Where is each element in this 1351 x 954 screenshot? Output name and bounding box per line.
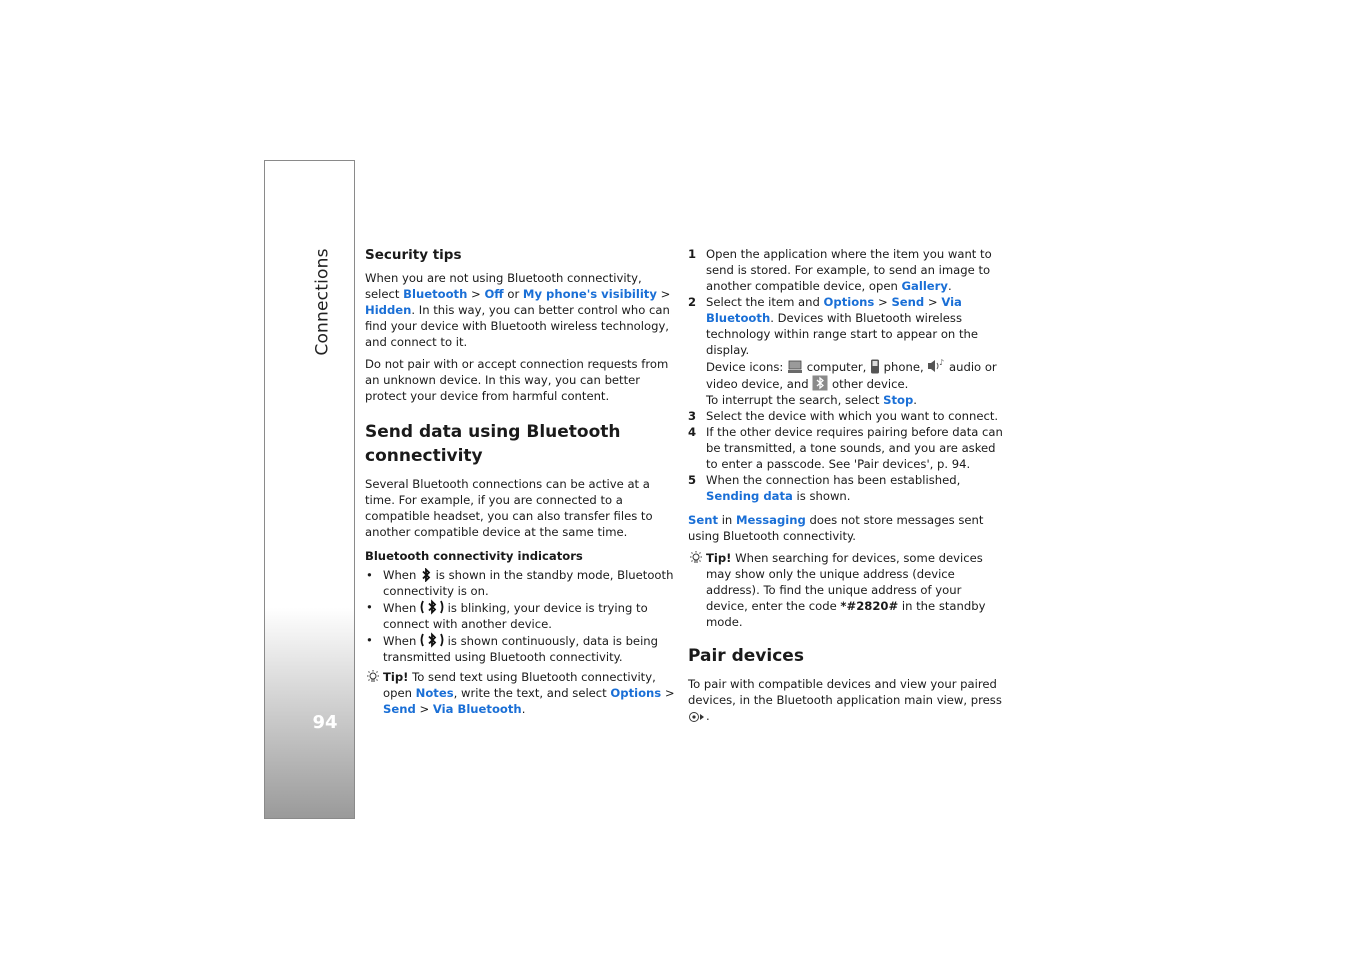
link-sending-data[interactable]: Sending data (706, 489, 793, 503)
security-paragraph-2: Do not pair with or accept connection requests from an unknown device. In this way, you can better protect your device from harmful content. (365, 357, 669, 403)
link-send[interactable]: Send (891, 295, 925, 309)
tip-bulb-icon (365, 669, 381, 685)
security-tips-heading: Security tips (365, 247, 462, 263)
security-paragraph-1: When you are not using Bluetooth connectivity, select Bluetooth > Off or My phone's visibility > Hidden. In this way, you can better control who can find your device with Bluetooth wireless technology, and connect to it. (365, 271, 671, 349)
link-messaging[interactable]: Messaging (735, 513, 806, 527)
indicator-item: • When is shown in the standby mode, Bluetooth connectivity is on. (365, 567, 675, 599)
pair-devices-heading: Pair devices (688, 646, 804, 666)
bluetooth-blinking-icon (420, 599, 444, 615)
phone-icon (870, 359, 880, 374)
link-hidden[interactable]: Hidden (365, 303, 412, 317)
step-item: 5 When the connection has been established, Sending data is shown. (688, 473, 961, 503)
send-data-heading: Send data using Bluetooth connectivity (365, 422, 621, 466)
indicators-heading: Bluetooth connectivity indicators (365, 549, 583, 563)
tip-bulb-icon (688, 550, 704, 566)
audio-video-icon (927, 358, 945, 374)
link-gallery[interactable]: Gallery (901, 279, 948, 293)
link-options[interactable]: Options (610, 686, 662, 700)
indicator-item: • When is blinking, your device is trying to connect with another device. (365, 599, 675, 632)
step-item: 4 If the other device requires pairing before data can be transmitted, a tone sounds, and you are asked to enter a passcode. See 'Pair devices', p. 94. (688, 425, 1003, 471)
link-via-bluetooth[interactable]: Via Bluetooth (706, 295, 962, 325)
bluetooth-connected-icon (420, 632, 444, 648)
step-item: 1 Open the application where the item you want to send is stored. For example, to send an image to another compatible device, open Gallery. (688, 247, 992, 293)
left-column (365, 246, 675, 717)
bluetooth-icon (420, 568, 432, 582)
right-column (688, 246, 1003, 730)
link-my-phones-visibility[interactable]: My phone's visibility (522, 287, 657, 301)
link-sent[interactable]: Sent (688, 513, 719, 527)
code-text: *#2820# (840, 599, 899, 613)
other-device-icon (812, 375, 828, 391)
page-number: 94 (312, 712, 338, 733)
section-label (300, 248, 346, 356)
link-off[interactable]: Off (484, 287, 504, 301)
link-notes[interactable]: Notes (415, 686, 454, 700)
link-bluetooth[interactable]: Bluetooth (403, 287, 468, 301)
step-item: 2 Select the item and Options > Send > Via Bluetooth. Devices with Bluetooth wireless technology within range start to appear on the display. Device icons: computer, phone, ♪ audio or video device, and other device. To interrupt the search, select Stop. (688, 295, 997, 407)
pair-text: To pair with compatible devices and view your paired devices, in the Bluetooth application main view, press . (688, 677, 1002, 723)
svg-text:♪: ♪ (939, 358, 945, 367)
indicators-list (365, 567, 675, 665)
indicator-item: • When is shown continuously, data is being transmitted using Bluetooth connectivity. (365, 632, 675, 665)
steps-list (688, 246, 1003, 504)
link-send[interactable]: Send (383, 702, 416, 716)
section-label-text: Connections (313, 248, 333, 356)
step-item: 3 Select the device with which you want to connect. (688, 409, 999, 423)
link-stop[interactable]: Stop (883, 393, 914, 407)
tip-send-text: Tip! To send text using Bluetooth connectivity, open Notes, write the text, and select Options > Send > Via Bluetooth. (365, 669, 675, 717)
computer-icon (787, 360, 803, 374)
joystick-key-icon (688, 711, 706, 723)
sent-note: Sent in Messaging does not store messages sent using Bluetooth connectivity. (688, 513, 984, 543)
tip-device-address: Tip! When searching for devices, some devices may show only the unique address (device address). To find the unique address of your device, enter the code *#2820# in the standby mode. (688, 550, 1003, 630)
send-intro: Several Bluetooth connections can be active at a time. For example, if you are connected to a compatible headset, you can also transfer files to another compatible device at the same time. (365, 477, 653, 539)
link-via-bluetooth[interactable]: Via Bluetooth (432, 702, 522, 716)
link-options[interactable]: Options (823, 295, 875, 309)
